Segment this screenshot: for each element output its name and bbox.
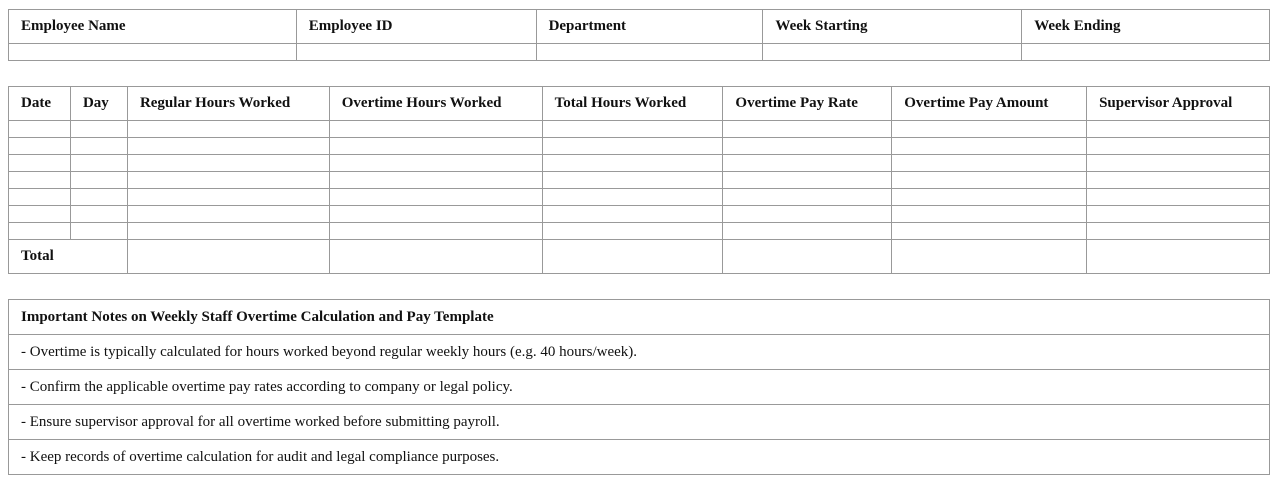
table-row [9,172,1270,189]
day-cell[interactable] [70,172,127,189]
day-cell[interactable] [70,155,127,172]
note-text: - Confirm the applicable overtime pay rates according to company or legal policy. [9,370,1270,405]
notes-title-row [9,300,1270,335]
overtime-pay-rate-cell[interactable] [723,155,892,172]
note-text: - Ensure supervisor approval for all overtime worked before submitting payroll. [9,405,1270,440]
notes-table [8,299,1270,475]
hours-header-row [9,87,1270,121]
overtime-pay-amount-cell[interactable] [892,155,1087,172]
total-hours-cell[interactable] [542,206,723,223]
date-header: Date [9,87,71,121]
supervisor-approval-cell[interactable] [1087,206,1270,223]
overtime-pay-rate-cell[interactable] [723,206,892,223]
employee-info-header-row [9,10,1270,44]
total-hours-cell[interactable] [542,172,723,189]
regular-hours-cell[interactable] [127,223,329,240]
list-item [9,370,1270,405]
week-ending-header: Week Ending [1022,10,1270,44]
overtime-hours-cell[interactable] [329,155,542,172]
date-cell[interactable] [9,223,71,240]
regular-hours-header: Regular Hours Worked [127,87,329,121]
overtime-hours-table [8,86,1270,274]
note-text: - Keep records of overtime calculation for audit and legal compliance purposes. [9,440,1270,475]
total-row [9,240,1270,274]
overtime-hours-cell[interactable] [329,223,542,240]
employee-info-value-row [9,44,1270,61]
total-hours-cell[interactable] [542,155,723,172]
regular-hours-cell[interactable] [127,172,329,189]
list-item [9,405,1270,440]
day-cell[interactable] [70,206,127,223]
week-starting-header: Week Starting [763,10,1022,44]
overtime-pay-amount-header: Overtime Pay Amount [892,87,1087,121]
total-hours-cell[interactable] [542,223,723,240]
overtime-pay-amount-cell[interactable] [892,121,1087,138]
total-hours-cell[interactable] [542,189,723,206]
regular-hours-cell[interactable] [127,121,329,138]
regular-hours-cell[interactable] [127,189,329,206]
overtime-pay-rate-cell[interactable] [723,121,892,138]
supervisor-approval-cell[interactable] [1087,189,1270,206]
total-hours-header: Total Hours Worked [542,87,723,121]
total-hours-cell[interactable] [542,138,723,155]
notes-title: Important Notes on Weekly Staff Overtime Calculation and Pay Template [9,300,1270,335]
regular-hours-cell[interactable] [127,206,329,223]
date-cell[interactable] [9,121,71,138]
day-cell[interactable] [70,138,127,155]
overtime-pay-rate-cell[interactable] [723,189,892,206]
total-overtime-hours-cell[interactable] [329,240,542,274]
table-row [9,223,1270,240]
day-header: Day [70,87,127,121]
regular-hours-cell[interactable] [127,138,329,155]
department-header: Department [536,10,763,44]
total-label: Total [9,240,128,274]
overtime-pay-rate-cell[interactable] [723,172,892,189]
supervisor-approval-cell[interactable] [1087,155,1270,172]
date-cell[interactable] [9,155,71,172]
supervisor-approval-cell[interactable] [1087,138,1270,155]
supervisor-approval-cell[interactable] [1087,172,1270,189]
regular-hours-cell[interactable] [127,155,329,172]
overtime-pay-amount-cell[interactable] [892,172,1087,189]
overtime-pay-amount-cell[interactable] [892,206,1087,223]
overtime-pay-amount-cell[interactable] [892,223,1087,240]
day-cell[interactable] [70,121,127,138]
overtime-hours-cell[interactable] [329,138,542,155]
total-regular-hours-cell[interactable] [127,240,329,274]
total-overtime-pay-amount-cell[interactable] [892,240,1087,274]
total-supervisor-approval-cell[interactable] [1087,240,1270,274]
department-field[interactable] [536,44,763,61]
employee-name-field[interactable] [9,44,297,61]
total-overtime-pay-rate-cell[interactable] [723,240,892,274]
total-total-hours-cell[interactable] [542,240,723,274]
table-row [9,206,1270,223]
table-row [9,121,1270,138]
total-hours-cell[interactable] [542,121,723,138]
employee-id-field[interactable] [296,44,536,61]
supervisor-approval-cell[interactable] [1087,121,1270,138]
date-cell[interactable] [9,189,71,206]
supervisor-approval-cell[interactable] [1087,223,1270,240]
overtime-hours-header: Overtime Hours Worked [329,87,542,121]
overtime-pay-rate-cell[interactable] [723,138,892,155]
overtime-hours-cell[interactable] [329,121,542,138]
overtime-pay-amount-cell[interactable] [892,189,1087,206]
list-item [9,440,1270,475]
date-cell[interactable] [9,138,71,155]
overtime-hours-cell[interactable] [329,206,542,223]
table-row [9,155,1270,172]
day-cell[interactable] [70,189,127,206]
overtime-pay-rate-cell[interactable] [723,223,892,240]
employee-name-header: Employee Name [9,10,297,44]
overtime-hours-cell[interactable] [329,189,542,206]
overtime-hours-cell[interactable] [329,172,542,189]
employee-id-header: Employee ID [296,10,536,44]
day-cell[interactable] [70,223,127,240]
date-cell[interactable] [9,206,71,223]
date-cell[interactable] [9,172,71,189]
supervisor-approval-header: Supervisor Approval [1087,87,1270,121]
table-row [9,138,1270,155]
overtime-pay-rate-header: Overtime Pay Rate [723,87,892,121]
list-item [9,335,1270,370]
overtime-pay-amount-cell[interactable] [892,138,1087,155]
table-row [9,189,1270,206]
week-starting-field[interactable] [763,44,1022,61]
week-ending-field[interactable] [1022,44,1270,61]
note-text: - Overtime is typically calculated for hours worked beyond regular weekly hours (e.g. 40 hours/week). [9,335,1270,370]
employee-info-table [8,9,1270,61]
